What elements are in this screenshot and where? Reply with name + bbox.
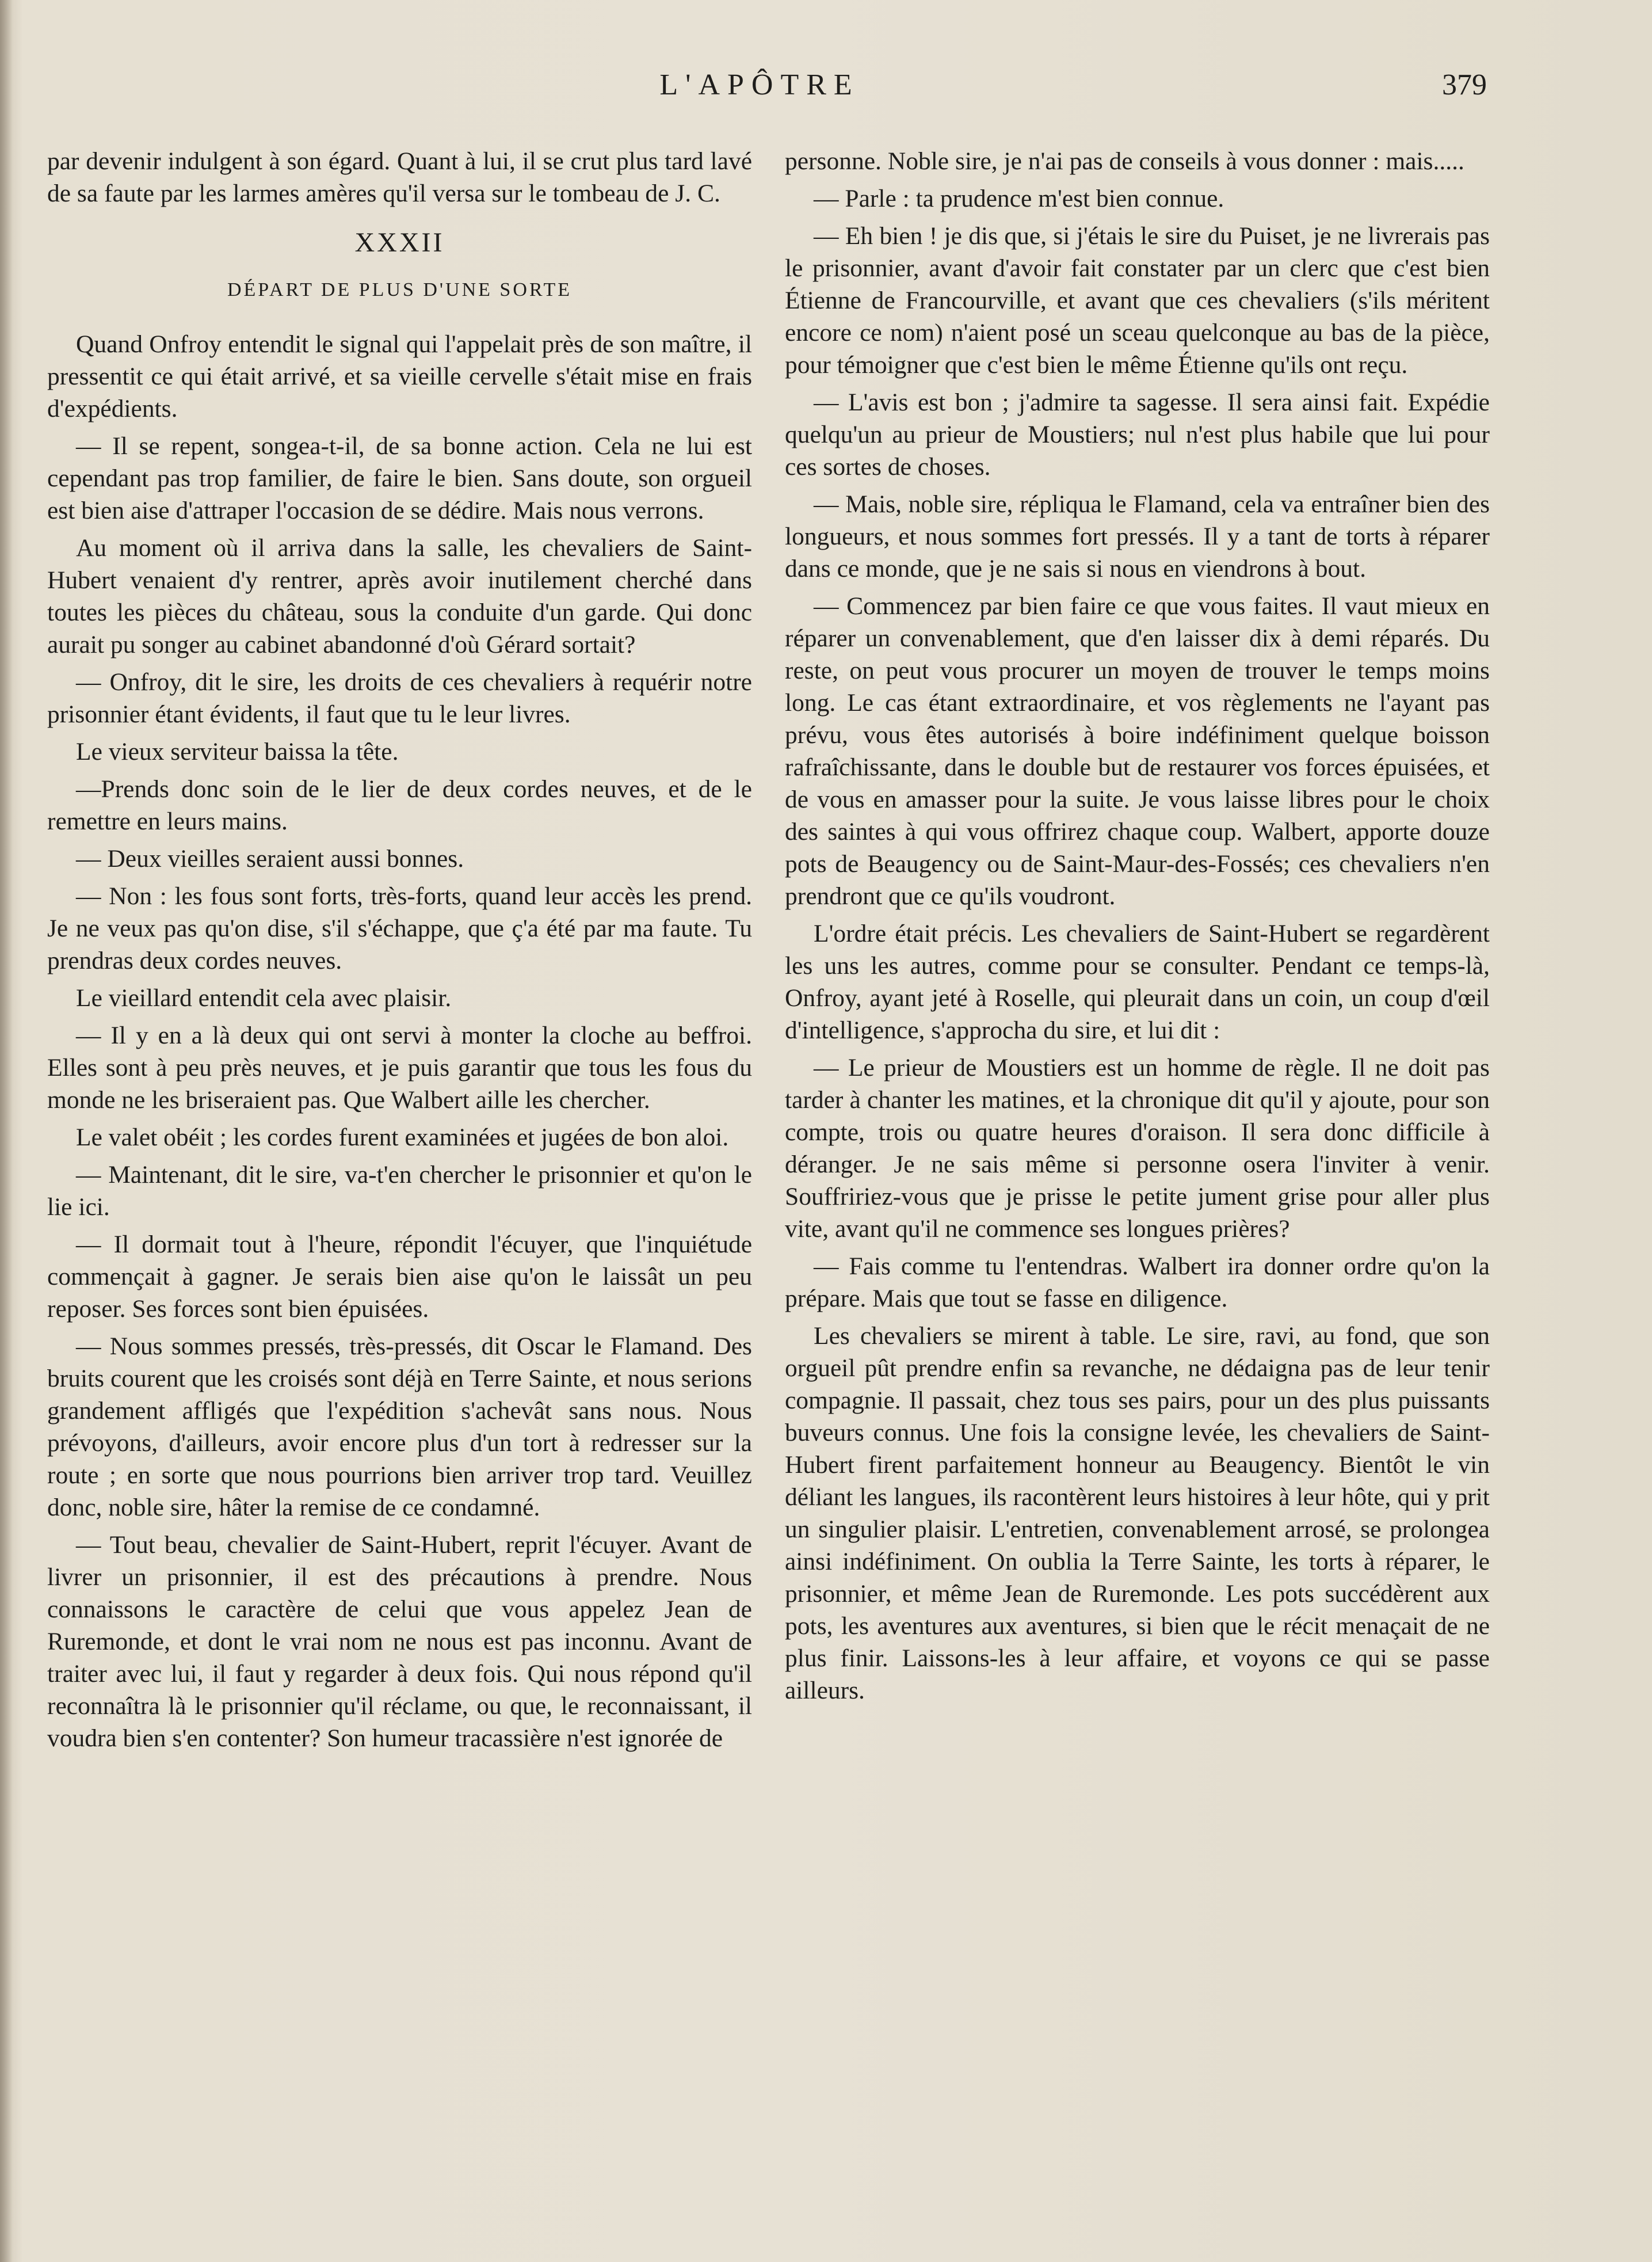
page-number: 379: [1442, 68, 1487, 101]
paragraph: Le valet obéit ; les cordes furent examinées et jugées de bon aloi.: [76, 1124, 729, 1151]
running-title: L'APÔTRE: [659, 68, 860, 101]
binding-gutter-shadow: [0, 0, 13, 2262]
right-column-paragraphs: [785, 182, 1490, 1707]
paragraph: Quand Onfroy entendit le signal qui l'appelait près de son maître, il pressentit ce qui était arrivé, et sa vieille cervelle s'était mise en frais d'expédients.: [47, 330, 752, 422]
paragraph: par devenir indulgent à son égard. Quant à lui, il se crut plus tard lavé de sa faute par les larmes amères qu'il versa sur le tombeau de J. C.: [47, 147, 752, 207]
page-header: [0, 68, 1652, 108]
left-column-paragraphs: [47, 328, 752, 1754]
paragraph: — Maintenant, dit le sire, va-t'en chercher le prisonnier et qu'on le lie ici.: [47, 1161, 752, 1221]
paragraph: — Deux vieilles seraient aussi bonnes.: [76, 845, 464, 873]
paragraph: — L'avis est bon ; j'admire ta sagesse. Il sera ainsi fait. Expédie quelqu'un au prieur de Moustiers; nul n'est plus habile que lui pour ces sortes de choses.: [785, 389, 1490, 481]
paragraph: — Nous sommes pressés, très-pressés, dit Oscar le Flamand. Des bruits courent que les croisés sont déjà en Terre Sainte, et nous serions grandement affligés que l'expédition s'achevât sans nous. Nous prévoyons, d'ailleurs, avoir encore plus d'un tort à redresser sur la route ; en sorte que nous pourrions bien arriver trop tard. Veuillez donc, noble sire, hâter la remise de ce condamné.: [47, 1332, 752, 1521]
chapter-title: DÉPART DE PLUS D'UNE SORTE: [227, 279, 573, 300]
paragraph: — Parle : ta prudence m'est bien connue.: [814, 185, 1224, 212]
chapter-number: XXXII: [354, 227, 445, 258]
paragraph: Au moment où il arriva dans la salle, les chevaliers de Saint-Hubert venaient d'y rentrer, après avoir inutilement cherché dans toutes les pièces du château, sous la conduite d'un garde. Qui donc aurait pu songer au cabinet abandonné d'où Gérard sortait?: [47, 534, 752, 658]
paragraph: — Il dormait tout à l'heure, répondit l'écuyer, que l'inquiétude commençait à gagner. Je serais bien aise qu'on le laissât un peu reposer. Ses forces sont bien épuisées.: [47, 1231, 752, 1323]
paragraph: — Mais, noble sire, répliqua le Flamand, cela va entraîner bien des longueurs, et nous sommes fort pressés. Il y a tant de torts à réparer dans ce monde, que je ne sais si nous en viendrons à bout.: [785, 490, 1490, 582]
paragraph: — Commencez par bien faire ce que vous faites. Il vaut mieux en réparer un convenablement, que d'en laisser dix à demi réparés. Du reste, on peut vous procurer un moyen de trouver le temps moins long. Le cas étant extraordinaire, et vos règlements ne l'ayant pas prévu, vous êtes autorisés à boire indéfiniment quelque boisson rafraîchissante, dans le double but de restaurer vos forces épuisées, et de vous en amasser pour la suite. Je vous laisse libres pour le choix des saintes à qui vous offrirez chaque coup. Walbert, apporte douze pots de Beaugency ou de Saint-Maur-des-Fossés; ces chevaliers n'en prendront que ce qu'ils voudront.: [785, 592, 1490, 910]
paragraph: Le vieillard entendit cela avec plaisir.: [76, 984, 452, 1012]
paragraph: — Il se repent, songea-t-il, de sa bonne action. Cela ne lui est cependant pas trop familier, de faire le bien. Sans doute, son orgueil est bien aise d'attraper l'occasion de se dédire. Mais nous verrons.: [47, 432, 752, 524]
paragraph: Les chevaliers se mirent à table. Le sire, ravi, au fond, que son orgueil pût prendre enfin sa revanche, ne dédaigna pas de leur tenir compagnie. Il passait, chez tous ses pairs, pour un des plus puissants buveurs connus. Une fois la consigne levée, les chevaliers de Saint-Hubert firent parfaitement honneur au Beaugency. Bientôt le vin déliant les langues, ils racontèrent leurs histoires à leur hôte, qui y prit un singulier plaisir. L'entretien, convenablement arrosé, se prolongea ainsi indéfiniment. On oublia la Terre Sainte, les torts à réparer, le prisonnier, et même Jean de Ruremonde. Les pots succédèrent aux pots, les aventures aux aventures, si bien que le récit menaçait de ne plus finir. Laissons-les à leur affaire, et voyons ce qui se passe ailleurs.: [785, 1322, 1490, 1704]
paragraph: — Fais comme tu l'entendras. Walbert ira donner ordre qu'on la prépare. Mais que tout se fasse en diligence.: [785, 1252, 1490, 1312]
left-column: [47, 145, 752, 1760]
right-column: [785, 145, 1490, 1712]
paragraph: — Non : les fous sont forts, très-forts, quand leur accès les prend. Je ne veux pas qu'on dise, s'il s'échappe, que ç'a été par ma faute. Tu prendras deux cordes neuves.: [47, 882, 752, 974]
paragraph: —Prends donc soin de le lier de deux cordes neuves, et de le remettre en leurs mains.: [47, 775, 752, 835]
paragraph: — Onfroy, dit le sire, les droits de ces chevaliers à requérir notre prisonnier étant évidents, il faut que tu le leur livres.: [47, 668, 752, 728]
paragraph: personne. Noble sire, je n'ai pas de conseils à vous donner : mais.....: [785, 147, 1464, 175]
paragraph: L'ordre était précis. Les chevaliers de Saint-Hubert se regardèrent les uns les autres, comme pour se consulter. Pendant ce temps-là, Onfroy, ayant jeté à Roselle, qui pleurait dans un coin, un coup d'œil d'intelligence, s'approcha du sire, et lui dit :: [785, 920, 1490, 1044]
paragraph: — Le prieur de Moustiers est un homme de règle. Il ne doit pas tarder à chanter les matines, et la chronique dit qu'il y ajoute, pour son compte, trois ou quatre heures d'oraison. Il sera donc difficile à déranger. Je ne sais même si personne osera l'inviter à venir. Souffririez-vous que je prisse le petite jument grise pour aller plus vite, avant qu'il ne commence ses longues prières?: [785, 1054, 1490, 1243]
paragraph: — Il y en a là deux qui ont servi à monter la cloche au beffroi. Elles sont à peu près neuves, et je puis garantir que tous les fous du monde ne les briseraient pas. Que Walbert aille les chercher.: [47, 1022, 752, 1114]
paragraph: Le vieux serviteur baissa la tête.: [76, 738, 399, 766]
paragraph: — Eh bien ! je dis que, si j'étais le sire du Puiset, je ne livrerais pas le prisonnier, avant d'avoir fait constater par un clerc que c'est bien Étienne de Francourville, et avant que ces chevaliers (s'ils méritent encore ce nom) n'aient posé un sceau quelconque au bas de la pièce, pour témoigner que c'est bien le même Étienne qu'ils ont reçu.: [785, 222, 1490, 379]
paragraph: — Tout beau, chevalier de Saint-Hubert, reprit l'écuyer. Avant de livrer un prisonnier, il est des précautions à prendre. Nous connaissons le caractère de celui que vous appelez Jean de Ruremonde, et dont le vrai nom ne nous est pas inconnu. Avant de traiter avec lui, il faut y regarder à deux fois. Qui nous répond qu'il reconnaîtra là le prisonnier qu'il réclame, ou que, le reconnaissant, il voudra bien s'en contenter? Son humeur tracassière n'est ignorée de: [47, 1531, 752, 1752]
